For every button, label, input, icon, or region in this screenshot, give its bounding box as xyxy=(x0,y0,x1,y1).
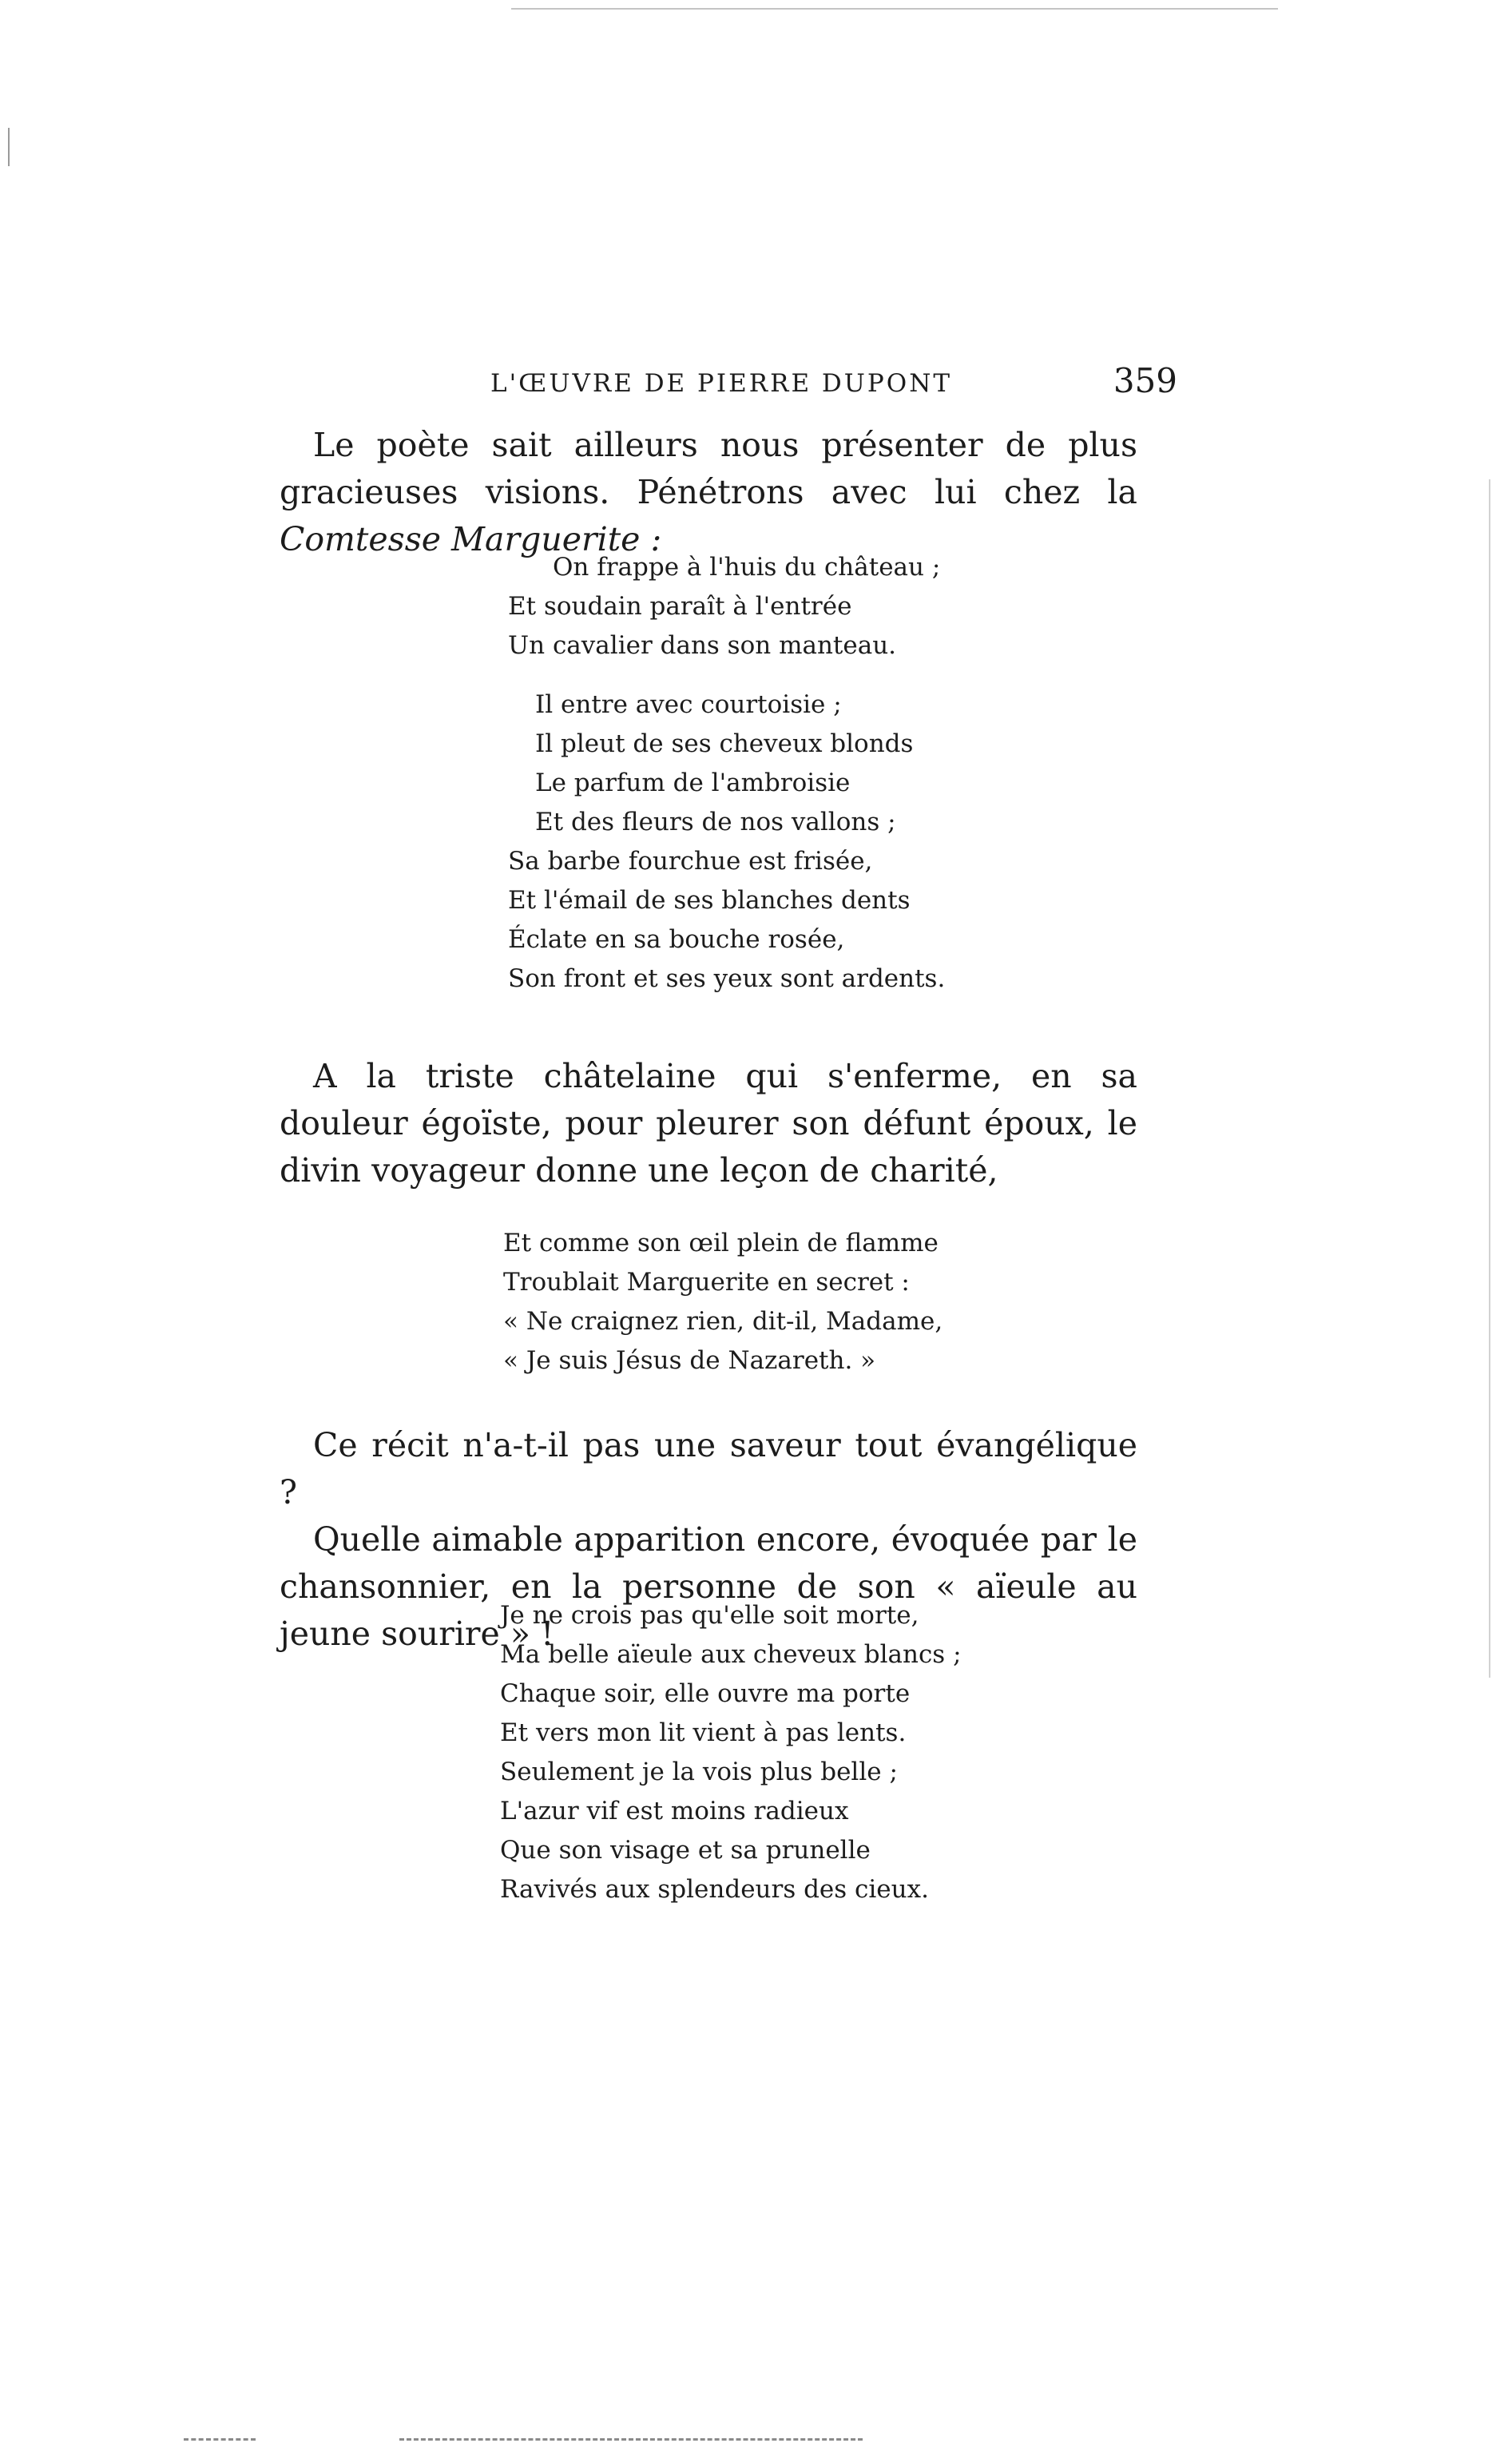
verse-line: Chaque soir, elle ouvre ma porte xyxy=(500,1679,911,1708)
verse-line: Et comme son œil plein de flamme xyxy=(503,1229,939,1257)
verse-line: Et soudain paraît à l'entrée xyxy=(508,592,852,621)
verse-line: Ravivés aux splendeurs des cieux. xyxy=(500,1875,929,1904)
verse-line: Et vers mon lit vient à pas lents. xyxy=(500,1718,907,1747)
verse-line: On frappe à l'huis du château ; xyxy=(553,553,941,582)
paragraph-text: Quelle aimable apparition encore, évoquée par le chansonnier, en la personne de son « aïeule au jeune sourire » ! xyxy=(280,1520,1137,1653)
paragraph-text xyxy=(280,422,1137,563)
verse-line: L'azur vif est moins radieux xyxy=(500,1797,849,1825)
verse-line: Le parfum de l'ambroisie xyxy=(535,769,851,797)
right-edge-mark xyxy=(1489,479,1490,1678)
running-title: L'ŒUVRE DE PIERRE DUPONT xyxy=(490,369,952,398)
verse-stanza-1 xyxy=(508,548,940,665)
verse-line: Il entre avec courtoisie ; xyxy=(535,690,842,719)
bottom-scan-dashes xyxy=(184,2438,256,2441)
verse-line: Éclate en sa bouche rosée, xyxy=(508,925,845,954)
running-header xyxy=(490,361,1177,409)
page-number: 359 xyxy=(1113,361,1177,400)
verse-line: Il pleut de ses cheveux blonds xyxy=(535,729,914,758)
verse-line: Et l'émail de ses blanches dents xyxy=(508,886,911,915)
paragraph-text: Ce récit n'a-t-il pas une saveur tout évangélique ? xyxy=(280,1426,1137,1512)
verse-line: Seulement je la vois plus belle ; xyxy=(500,1758,898,1786)
verse-line: Que son visage et sa prunelle xyxy=(500,1836,871,1865)
verse-stanza-3 xyxy=(503,1224,943,1380)
verse-stanza-4 xyxy=(500,1596,962,1909)
verse-line: Sa barbe fourchue est frisée, xyxy=(508,847,873,876)
verse-line: « Je suis Jésus de Nazareth. » xyxy=(503,1346,876,1375)
verse-line: Son front et ses yeux sont ardents. xyxy=(508,964,946,993)
verse-line: Ma belle aïeule aux cheveux blancs ; xyxy=(500,1640,962,1669)
paragraph-charity xyxy=(280,1053,1137,1194)
paragraph-intro xyxy=(280,422,1137,563)
verse-line: Un cavalier dans son manteau. xyxy=(508,631,897,660)
verse-line: « Ne craignez rien, dit-il, Madame, xyxy=(503,1307,943,1336)
paragraph-text: A la triste châtelaine qui s'enferme, en sa douleur égoïste, pour pleurer son défunt époux, le divin voyageur donne une leçon de charité, xyxy=(280,1057,1137,1190)
left-edge-mark xyxy=(8,128,10,166)
bottom-scan-dashes-2 xyxy=(399,2438,863,2441)
verse-line: Troublait Marguerite en secret : xyxy=(503,1268,910,1297)
paragraph-text-plain: Le poète sait ailleurs nous présenter de plus gracieuses visions. Pénétrons avec lui chez la xyxy=(280,426,1137,511)
verse-stanza-2 xyxy=(508,685,945,999)
top-scan-rule xyxy=(511,8,1278,10)
verse-line: Et des fleurs de nos vallons ; xyxy=(535,808,896,836)
work-title: Comtesse Marguerite : xyxy=(280,520,662,558)
verse-line: Je ne crois pas qu'elle soit morte, xyxy=(500,1601,919,1630)
